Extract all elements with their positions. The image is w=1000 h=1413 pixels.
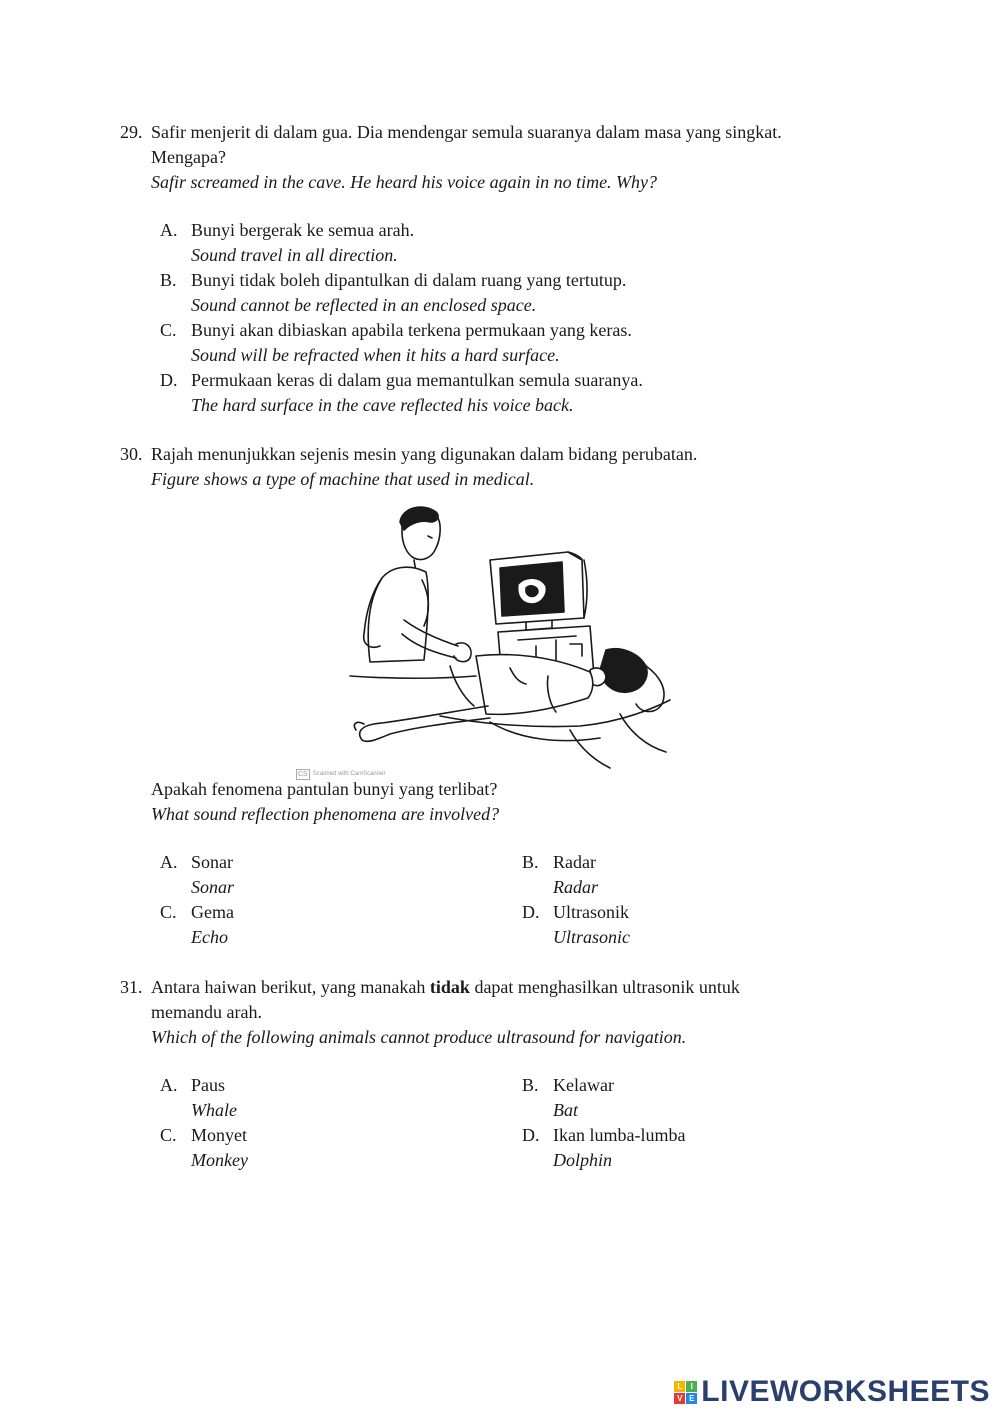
option-malay: Sonar [191, 852, 233, 872]
stem-malay-pre: Antara haiwan berikut, yang manakah [151, 977, 430, 997]
stem-malay-cont: memandu arah. [151, 1002, 262, 1022]
stem-malay [151, 975, 880, 1000]
question-stem [151, 120, 880, 195]
option-letter: C. [160, 320, 177, 340]
option-english: Bat [553, 1100, 578, 1120]
option-letter: B. [522, 1075, 539, 1095]
stem-english: Figure shows a type of machine that used in medical. [151, 469, 535, 489]
option-letter: A. [160, 1075, 178, 1095]
option-letter: C. [160, 902, 177, 922]
option-letter: B. [160, 270, 177, 290]
option-b[interactable] [522, 850, 852, 900]
option-english: Echo [191, 927, 228, 947]
option-malay: Kelawar [553, 1075, 614, 1095]
question-number: 31. [120, 977, 143, 997]
option-c[interactable] [160, 1123, 522, 1173]
question-stem [151, 442, 880, 492]
stem-malay-cont: Mengapa? [151, 147, 226, 167]
option-letter: A. [160, 220, 178, 240]
option-malay: Paus [191, 1075, 226, 1095]
question-30 [120, 442, 880, 492]
brand-tile: V [674, 1393, 685, 1404]
options-list [160, 218, 880, 418]
option-english: Monkey [191, 1150, 248, 1170]
brand-tile: L [674, 1381, 685, 1392]
option-letter: D. [522, 902, 540, 922]
option-d[interactable] [522, 900, 852, 950]
option-english: Sound travel in all direction. [191, 245, 398, 265]
option-a[interactable] [160, 850, 522, 900]
option-malay: Ultrasonik [553, 902, 629, 922]
option-english: Whale [191, 1100, 237, 1120]
question-29 [120, 120, 880, 418]
question-number: 29. [120, 122, 143, 142]
question-31 [120, 975, 880, 1173]
option-english: Sonar [191, 877, 235, 897]
option-b[interactable] [160, 268, 880, 318]
option-c[interactable] [160, 318, 880, 368]
question-stem [151, 975, 880, 1050]
question-number: 30. [120, 444, 143, 464]
option-english: Sound will be refracted when it hits a hard surface. [191, 345, 560, 365]
option-malay: Radar [553, 852, 596, 872]
brand-tile: I [686, 1381, 697, 1392]
stem-malay-bold: tidak [429, 977, 470, 997]
option-english: Dolphin [553, 1150, 613, 1170]
brand-text: LIVEWORKSHEETS [701, 1375, 990, 1408]
option-b[interactable] [522, 1073, 852, 1123]
option-a[interactable] [160, 1073, 522, 1123]
option-d[interactable] [522, 1123, 852, 1173]
option-letter: C. [160, 1125, 177, 1145]
option-malay: Gema [191, 902, 234, 922]
option-malay: Ikan lumba-lumba [553, 1125, 686, 1145]
question-30-sub [120, 777, 880, 950]
liveworksheets-logo[interactable] [674, 1377, 990, 1407]
stem-malay: Rajah menunjukkan sejenis mesin yang digunakan dalam bidang perubatan. [151, 444, 698, 464]
option-english: Ultrasonic [553, 927, 631, 947]
stem-malay-post: dapat menghasilkan ultrasonik untuk [469, 977, 740, 997]
option-letter: A. [160, 852, 178, 872]
option-english: The hard surface in the cave reflected his voice back. [191, 395, 574, 415]
sub-english: What sound reflection phenomena are involved? [151, 804, 500, 824]
brand-tile: E [686, 1393, 697, 1404]
option-d[interactable] [160, 368, 880, 418]
options-grid [160, 850, 880, 950]
stem-english: Which of the following animals cannot produce ultrasound for navigation. [151, 1027, 687, 1047]
option-english: Radar [553, 877, 598, 897]
ultrasound-scan-illustration [290, 500, 690, 780]
option-malay: Permukaan keras di dalam gua memantulkan semula suaranya. [191, 370, 643, 390]
option-malay: Bunyi bergerak ke semua arah. [191, 220, 415, 240]
option-a[interactable] [160, 218, 880, 268]
sub-question [151, 777, 880, 827]
option-malay: Bunyi tidak boleh dipantulkan di dalam ruang yang tertutup. [191, 270, 627, 290]
brand-grid-icon [674, 1381, 697, 1404]
option-letter: D. [160, 370, 178, 390]
scanner-logo-icon: CS [298, 771, 308, 778]
stem-malay: Safir menjerit di dalam gua. Dia mendengar semula suaranya dalam masa yang singkat. [151, 122, 782, 142]
option-letter: D. [522, 1125, 540, 1145]
option-malay: Bunyi akan dibiaskan apabila terkena permukaan yang keras. [191, 320, 632, 340]
options-grid [160, 1073, 880, 1173]
option-english: Sound cannot be reflected in an enclosed space. [191, 295, 537, 315]
sub-malay: Apakah fenomena pantulan bunyi yang terlibat? [151, 779, 498, 799]
option-c[interactable] [160, 900, 522, 950]
scanner-text: Scanned with CamScanner [312, 771, 386, 777]
option-letter: B. [522, 852, 539, 872]
option-malay: Monyet [191, 1125, 247, 1145]
stem-english: Safir screamed in the cave. He heard his voice again in no time. Why? [151, 172, 658, 192]
